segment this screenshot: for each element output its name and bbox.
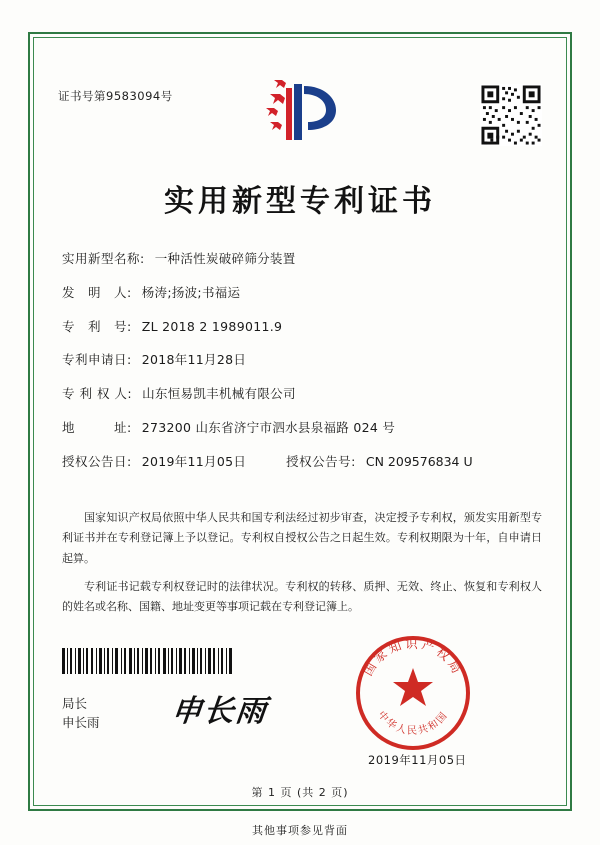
field-row xyxy=(62,284,542,303)
field-value: 山东恒易凯丰机械有限公司 xyxy=(142,386,296,401)
footer-note: 其他事项参见背面 xyxy=(252,824,348,837)
svg-text:国家知识产权局: 国家知识产权局 xyxy=(359,636,467,679)
legal-paragraph: 国家知识产权局依照中华人民共和国专利法经过初步审查，决定授予专利权，颁发实用新型专利证书并在专利登记簿上予以登记。专利权自授权公告之日起生效。专利权期限为十年，自申请日起算。 xyxy=(62,511,542,565)
cnipa-emblem-icon xyxy=(252,78,348,156)
field-label: 地 址: xyxy=(62,419,132,435)
page-number: 第 1 页 (共 2 页) xyxy=(251,786,349,799)
field-label: 专 利 权 人: xyxy=(62,386,133,401)
certificate-number: 证书号第9583094号 xyxy=(58,89,173,103)
signature-block xyxy=(62,694,100,733)
field-label: 发 明 人: xyxy=(62,284,132,300)
official-red-seal-icon xyxy=(352,632,474,754)
field-row xyxy=(62,419,542,438)
field-label: 授权公告日: xyxy=(62,453,132,469)
field-value: 杨涛;扬波;书福运 xyxy=(141,284,241,300)
svg-text:中华人民共和国: 中华人民共和国 xyxy=(375,709,451,737)
legal-paragraph: 专利证书记载专利权登记时的法律状况。专利权的转移、质押、无效、终止、恢复和专利权人的姓名或名称、国籍、地址变更等事项记载在专利登记簿上。 xyxy=(62,580,542,614)
director-name-label: 申长雨 xyxy=(62,715,100,731)
field-row xyxy=(62,250,542,269)
handwritten-signature: 申长雨 xyxy=(169,694,270,729)
page-title: 实用新型专利证书 xyxy=(164,184,436,219)
field-label-secondary: 授权公告号: xyxy=(286,453,356,469)
field-row xyxy=(62,385,542,404)
field-value: 2018年11月28日 xyxy=(141,352,247,368)
field-value: 2019年11月05日 xyxy=(141,453,247,469)
seal-date: 2019年11月05日 xyxy=(368,753,467,767)
field-row-dual xyxy=(62,453,542,472)
field-list xyxy=(62,250,542,486)
field-value-secondary: CN 209576834 U xyxy=(365,453,473,469)
director-title-label: 局长 xyxy=(62,696,88,711)
field-label: 专 利 号: xyxy=(62,318,132,334)
field-row xyxy=(62,318,542,337)
field-label: 实用新型名称: xyxy=(62,251,145,266)
field-value: 一种活性炭破碎筛分装置 xyxy=(154,251,296,266)
qr-code-icon xyxy=(480,84,542,146)
field-row xyxy=(62,351,542,370)
barcode-icon xyxy=(62,648,234,674)
field-value: 273200 山东省济宁市泗水县泉福路 024 号 xyxy=(141,419,396,435)
field-value: ZL 2018 2 1989011.9 xyxy=(141,318,283,334)
legal-text xyxy=(62,508,542,626)
field-label: 专利申请日: xyxy=(62,352,132,368)
